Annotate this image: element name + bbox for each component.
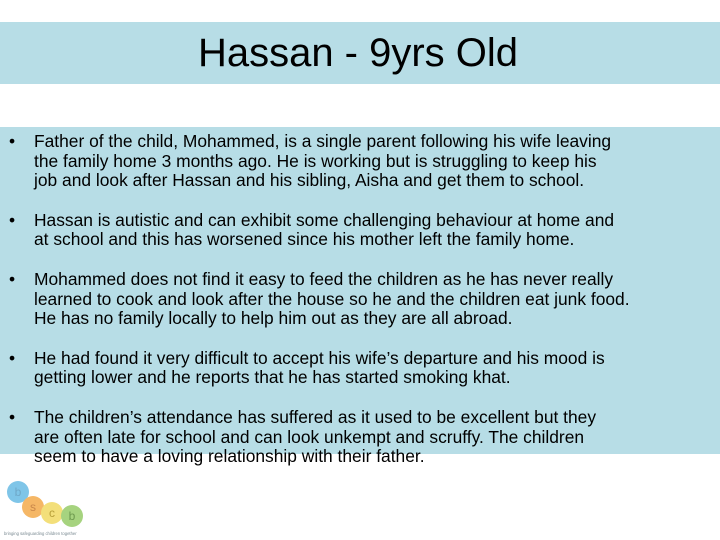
slide-title: Hassan - 9yrs Old	[197, 30, 519, 75]
bullet-text-line: seem to have a loving relationship with their father.	[34, 446, 425, 467]
logo-letter: b	[68, 509, 76, 523]
logo-tagline: bringing safeguarding children together	[4, 531, 77, 536]
bullet-text-line: Hassan is autistic and can exhibit some challenging behaviour at home and	[34, 209, 615, 230]
bullet-text-line: learned to cook and look after the house so he and the children eat junk food.	[34, 288, 630, 309]
logo-letter: c	[49, 506, 55, 520]
content-panel	[0, 127, 720, 467]
bullet-item	[0, 349, 720, 388]
bullet-text-line: The children’s attendance has suffered as it used to be excellent but they	[34, 406, 597, 427]
bullet-text-line: are often late for school and can look unkempt and scruffy. The children	[34, 426, 585, 447]
bullet-item	[0, 211, 720, 250]
bullet-text-line: Father of the child, Mohammed, is a single parent following his wife leaving	[34, 131, 612, 151]
bullet-item	[0, 132, 720, 191]
bullet-text-line: getting lower and he reports that he has started smoking khat.	[34, 367, 511, 388]
bullet-text-line: the family home 3 months ago. He is working but is struggling to keep his	[34, 150, 597, 171]
logo-letter: s	[30, 500, 36, 514]
bullet-marker: •	[9, 209, 16, 230]
bullet-list	[0, 132, 720, 487]
bullet-item	[0, 408, 720, 467]
logo-mark	[2, 477, 86, 539]
bullet-text-line: Mohammed does not find it easy to feed the children as he has never really	[34, 268, 614, 289]
bullet-text-line: He has no family locally to help him out as they are all abroad.	[34, 308, 513, 329]
bullet-marker: •	[9, 347, 16, 368]
logo-letter: b	[14, 485, 22, 499]
title-banner	[0, 22, 720, 84]
organisation-logo	[2, 477, 86, 539]
bullet-text-line: at school and this has worsened since his mother left the family home.	[34, 229, 575, 250]
bullet-marker: •	[9, 268, 16, 289]
bullet-marker: •	[9, 406, 16, 427]
bullet-text-line: He had found it very difficult to accept his wife’s departure and his mood is	[34, 347, 605, 368]
bullet-item	[0, 270, 720, 329]
bullet-text-line: job and look after Hassan and his sibling, Aisha and get them to school.	[34, 170, 585, 191]
bullet-marker: •	[9, 131, 16, 151]
